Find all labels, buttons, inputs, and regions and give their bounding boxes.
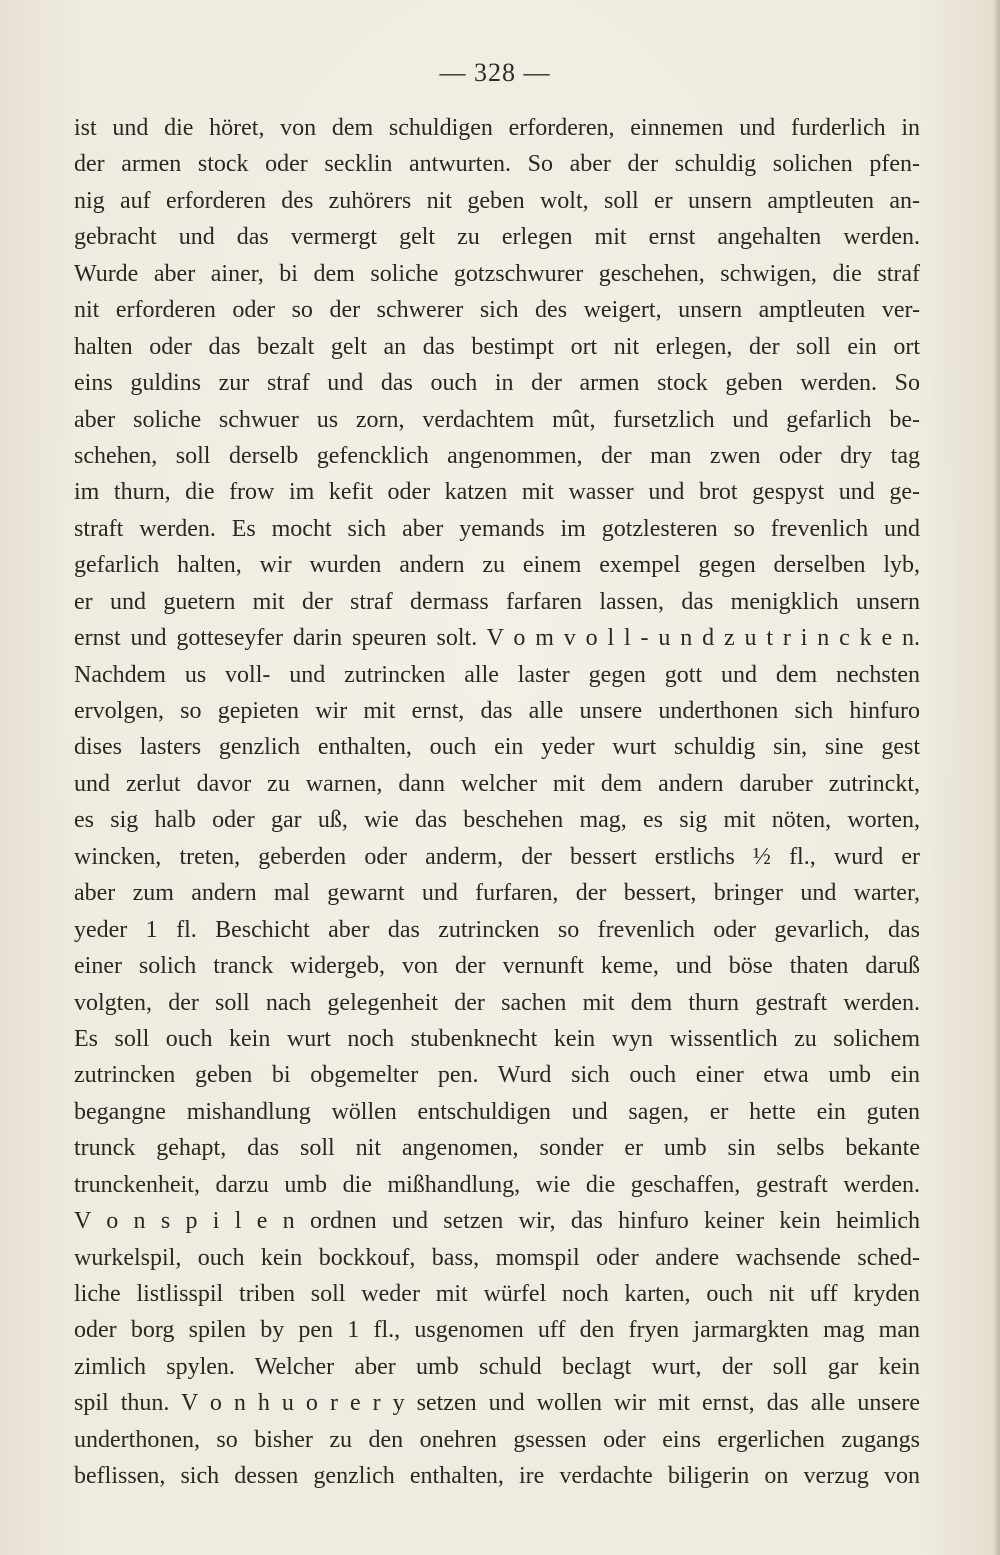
text-line: Es soll ouch kein wurt noch stubenknecht kein wyn wissentlich zu solichem bbox=[74, 1025, 920, 1052]
text-line: es sig halb oder gar uß, wie das beschehen mag, es sig mit nöten, worten, bbox=[74, 807, 920, 834]
text-line: nit erforderen oder so der schwerer sich des weigert, unsern amptleuten ver- bbox=[74, 297, 920, 324]
text-line: wincken, treten, geberden oder anderm, der bessert erstlichs ½ fl., wurd er bbox=[74, 843, 920, 870]
text-line: volgten, der soll nach gelegenheit der sachen mit dem thurn gestraft werden. bbox=[74, 989, 920, 1016]
text-line: eins guldins zur straf und das ouch in der armen stock geben werden. So bbox=[74, 370, 920, 397]
text-line: trunck gehapt, das soll nit angenomen, sonder er umb sin selbs bekante bbox=[74, 1135, 920, 1162]
body-text bbox=[74, 110, 920, 1495]
text-line: zutrincken geben bi obgemelter pen. Wurd sich ouch einer etwa umb ein bbox=[74, 1062, 920, 1089]
text-line: Wurde aber ainer, bi dem soliche gotzschwurer geschehen, schwigen, die straf bbox=[74, 260, 920, 287]
text-line: beflissen, sich dessen genzlich enthalten, ire verdachte biligerin on verzug von bbox=[74, 1463, 920, 1490]
text-line: er und guetern mit der straf dermass farfaren lassen, das menigklich unsern bbox=[74, 588, 920, 615]
text-line: V o n s p i l e n ordnen und setzen wir, das hinfuro keiner kein heimlich bbox=[74, 1208, 920, 1235]
text-line: der armen stock oder secklin antwurten. So aber der schuldig solichen pfen- bbox=[74, 151, 920, 178]
text-line: im thurn, die frow im kefit oder katzen mit wasser und brot gespyst und ge- bbox=[74, 479, 920, 506]
text-line: begangne mishandlung wöllen entschuldigen und sagen, er hette ein guten bbox=[74, 1098, 920, 1125]
text-line: nig auf erforderen des zuhörers nit geben wolt, soll er unsern amptleuten an- bbox=[74, 187, 920, 214]
text-line: gefarlich halten, wir wurden andern zu einem exempel gegen derselben lyb, bbox=[74, 552, 920, 579]
text-line: zimlich spylen. Welcher aber umb schuld beclagt wurt, der soll gar kein bbox=[74, 1353, 920, 1380]
text-line: schehen, soll derselb gefencklich angenommen, der man zwen oder dry tag bbox=[74, 442, 920, 469]
page-number: — 328 — bbox=[439, 58, 551, 87]
text-line: spil thun. V o n h u o r e r y setzen und wollen wir mit ernst, das alle unsere bbox=[74, 1390, 920, 1417]
text-line: trunckenheit, darzu umb die mißhandlung, wie die geschaffen, gestraft werden. bbox=[74, 1171, 920, 1198]
text-line: aber soliche schwuer us zorn, verdachtem mût, fursetzlich und gefarlich be- bbox=[74, 406, 920, 433]
text-line: gebracht und das vermergt gelt zu erlegen mit ernst angehalten werden. bbox=[74, 224, 920, 251]
text-line: oder borg spilen by pen 1 fl., usgenomen uff den fryen jarmargkten mag man bbox=[74, 1317, 920, 1344]
text-line: ist und die höret, von dem schuldigen erforderen, einnemen und furderlich in bbox=[74, 115, 920, 141]
text-line: ernst und gotteseyfer darin speuren solt. V o m v o l l - u n d z u t r i n c k e n. bbox=[74, 625, 920, 652]
text-line: Nachdem us voll- und zutrincken alle laster gegen gott und dem nechsten bbox=[74, 661, 920, 688]
text-line: halten oder das bezalt gelt an das bestimpt ort nit erlegen, der soll ein ort bbox=[74, 333, 920, 360]
text-line: dises lasters genzlich enthalten, ouch ein yeder wurt schuldig sin, sine gest bbox=[74, 734, 920, 761]
text-line: straft werden. Es mocht sich aber yemands im gotzlesteren so frevenlich und bbox=[74, 515, 920, 542]
text-line: und zerlut davor zu warnen, dann welcher mit dem andern daruber zutrinckt, bbox=[74, 770, 920, 797]
text-line: underthonen, so bisher zu den onehren gsessen oder eins ergerlichen zugangs bbox=[74, 1426, 920, 1453]
text-line: aber zum andern mal gewarnt und furfaren, der bessert, bringer und warter, bbox=[74, 880, 920, 907]
text-line: yeder 1 fl. Beschicht aber das zutrincken so frevenlich oder gevarlich, das bbox=[74, 916, 920, 943]
text-line: einer solich tranck widergeb, von der vernunft keme, und böse thaten daruß bbox=[74, 953, 920, 980]
text-line: ervolgen, so gepieten wir mit ernst, das alle unsere underthonen sich hinfuro bbox=[74, 698, 920, 724]
text-line: wurkelspil, ouch kein bockkouf, bass, momspil oder andere wachsende sched- bbox=[74, 1244, 920, 1271]
page-edge-shadow bbox=[993, 0, 1000, 1555]
text-line: liche listlisspil triben soll weder mit würfel noch karten, ouch nit uff kryden bbox=[74, 1281, 920, 1307]
